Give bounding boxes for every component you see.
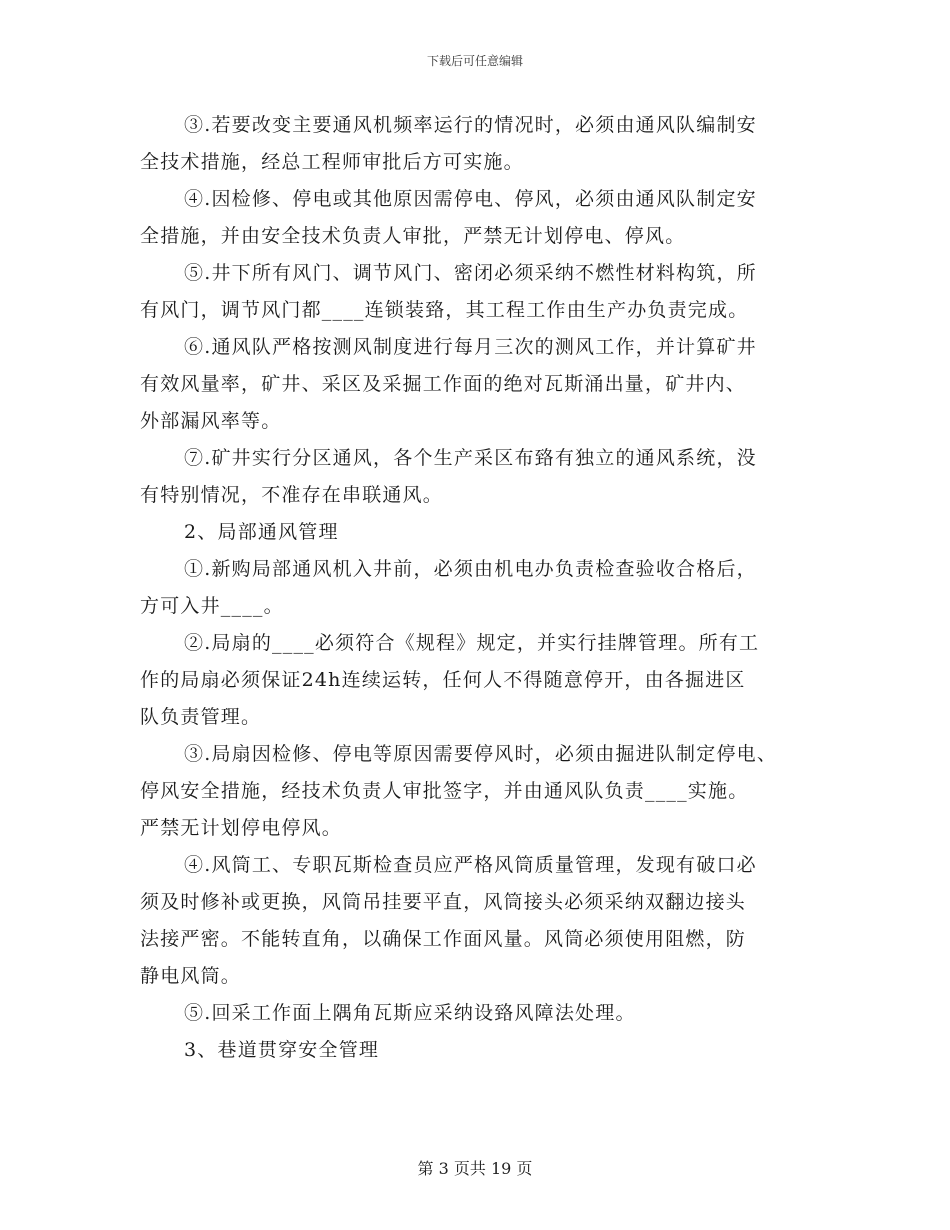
paragraph-line: 有风门，调节风门都____连锁装臵，其工程工作由生产办负责完成。 xyxy=(140,299,749,321)
paragraph-line: 外部漏风率等。 xyxy=(140,410,282,432)
paragraph xyxy=(140,329,830,440)
paragraph xyxy=(140,625,830,736)
paragraph xyxy=(140,440,830,514)
page-footer: 第 3 页共 19 页 xyxy=(417,1159,533,1178)
paragraph-line: ⑤.回采工作面上隅角瓦斯应采纳设臵风障法处理。 xyxy=(184,1002,636,1024)
paragraph-line: ⑦.矿井实行分区通风，各个生产采区布臵有独立的通风系统，没 xyxy=(184,447,757,469)
paragraph xyxy=(140,181,830,255)
paragraph xyxy=(140,107,830,181)
paragraph-line: ⑤.井下所有风门、调节风门、密闭必须采纳不燃性材料构筑，所 xyxy=(184,262,757,284)
paragraph-line: 全技术措施，经总工程师审批后方可实施。 xyxy=(140,151,524,173)
paragraph xyxy=(140,995,830,1032)
paragraph-line: ③.若要改变主要通风机频率运行的情况时，必须由通风队编制安 xyxy=(184,114,757,136)
paragraph-line: ④.风筒工、专职瓦斯检查员应严格风筒质量管理，发现有破口必 xyxy=(184,854,757,876)
paragraph-line: 须及时修补或更换，风筒吊挂要平直，风筒接头必须采纳双翻边接头 xyxy=(140,891,747,913)
page-header: 下载后可任意编辑 xyxy=(426,54,523,68)
paragraph xyxy=(140,255,830,329)
document-body xyxy=(140,107,830,1069)
paragraph-line: 有特别情况，不准存在串联通风。 xyxy=(140,484,444,506)
paragraph xyxy=(140,736,830,847)
paragraph-line: 严禁无计划停电停风。 xyxy=(140,817,343,839)
paragraph-line: 有效风量率，矿井、采区及采掘工作面的绝对瓦斯涌出量，矿井内、 xyxy=(140,373,747,395)
paragraph-line: 停风安全措施，经技术负责人审批签字，并由通风队负责____实施。 xyxy=(140,780,749,802)
section-heading-text: 2、局部通风管理 xyxy=(184,521,339,543)
paragraph xyxy=(140,847,830,995)
paragraph-line: ⑥.通风队严格按测风制度进行每月三次的测风工作，并计算矿井 xyxy=(184,336,757,358)
paragraph-line: ②.局扇的____必须符合《规程》规定，并实行挂牌管理。所有工 xyxy=(184,632,760,654)
paragraph xyxy=(140,551,830,625)
section-heading xyxy=(140,514,830,551)
paragraph-line: 全措施，并由安全技术负责人审批，严禁无计划停电、停风。 xyxy=(140,225,686,247)
section-heading xyxy=(140,1032,830,1069)
paragraph-line: 作的局扇必须保证24h连续运转，任何人不得随意停开，由各掘进区 xyxy=(140,669,746,691)
paragraph-line: 队负责管理。 xyxy=(140,706,262,728)
paragraph-line: 静电风筒。 xyxy=(140,965,242,987)
paragraph-line: 法接严密。不能转直角，以确保工作面风量。风筒必须使用阻燃，防 xyxy=(140,928,747,950)
paragraph-line: 方可入井____。 xyxy=(140,595,284,617)
paragraph-line: ①.新购局部通风机入井前，必须由机电办负责检查验收合格后， xyxy=(184,558,757,580)
paragraph-line: ④.因检修、停电或其他原因需停电、停风，必须由通风队制定安 xyxy=(184,188,757,210)
paragraph-line: ③.局扇因检修、停电等原因需要停风时，必须由掘进队制定停电、 xyxy=(184,743,778,765)
section-heading-text: 3、巷道贯穿安全管理 xyxy=(184,1039,380,1061)
